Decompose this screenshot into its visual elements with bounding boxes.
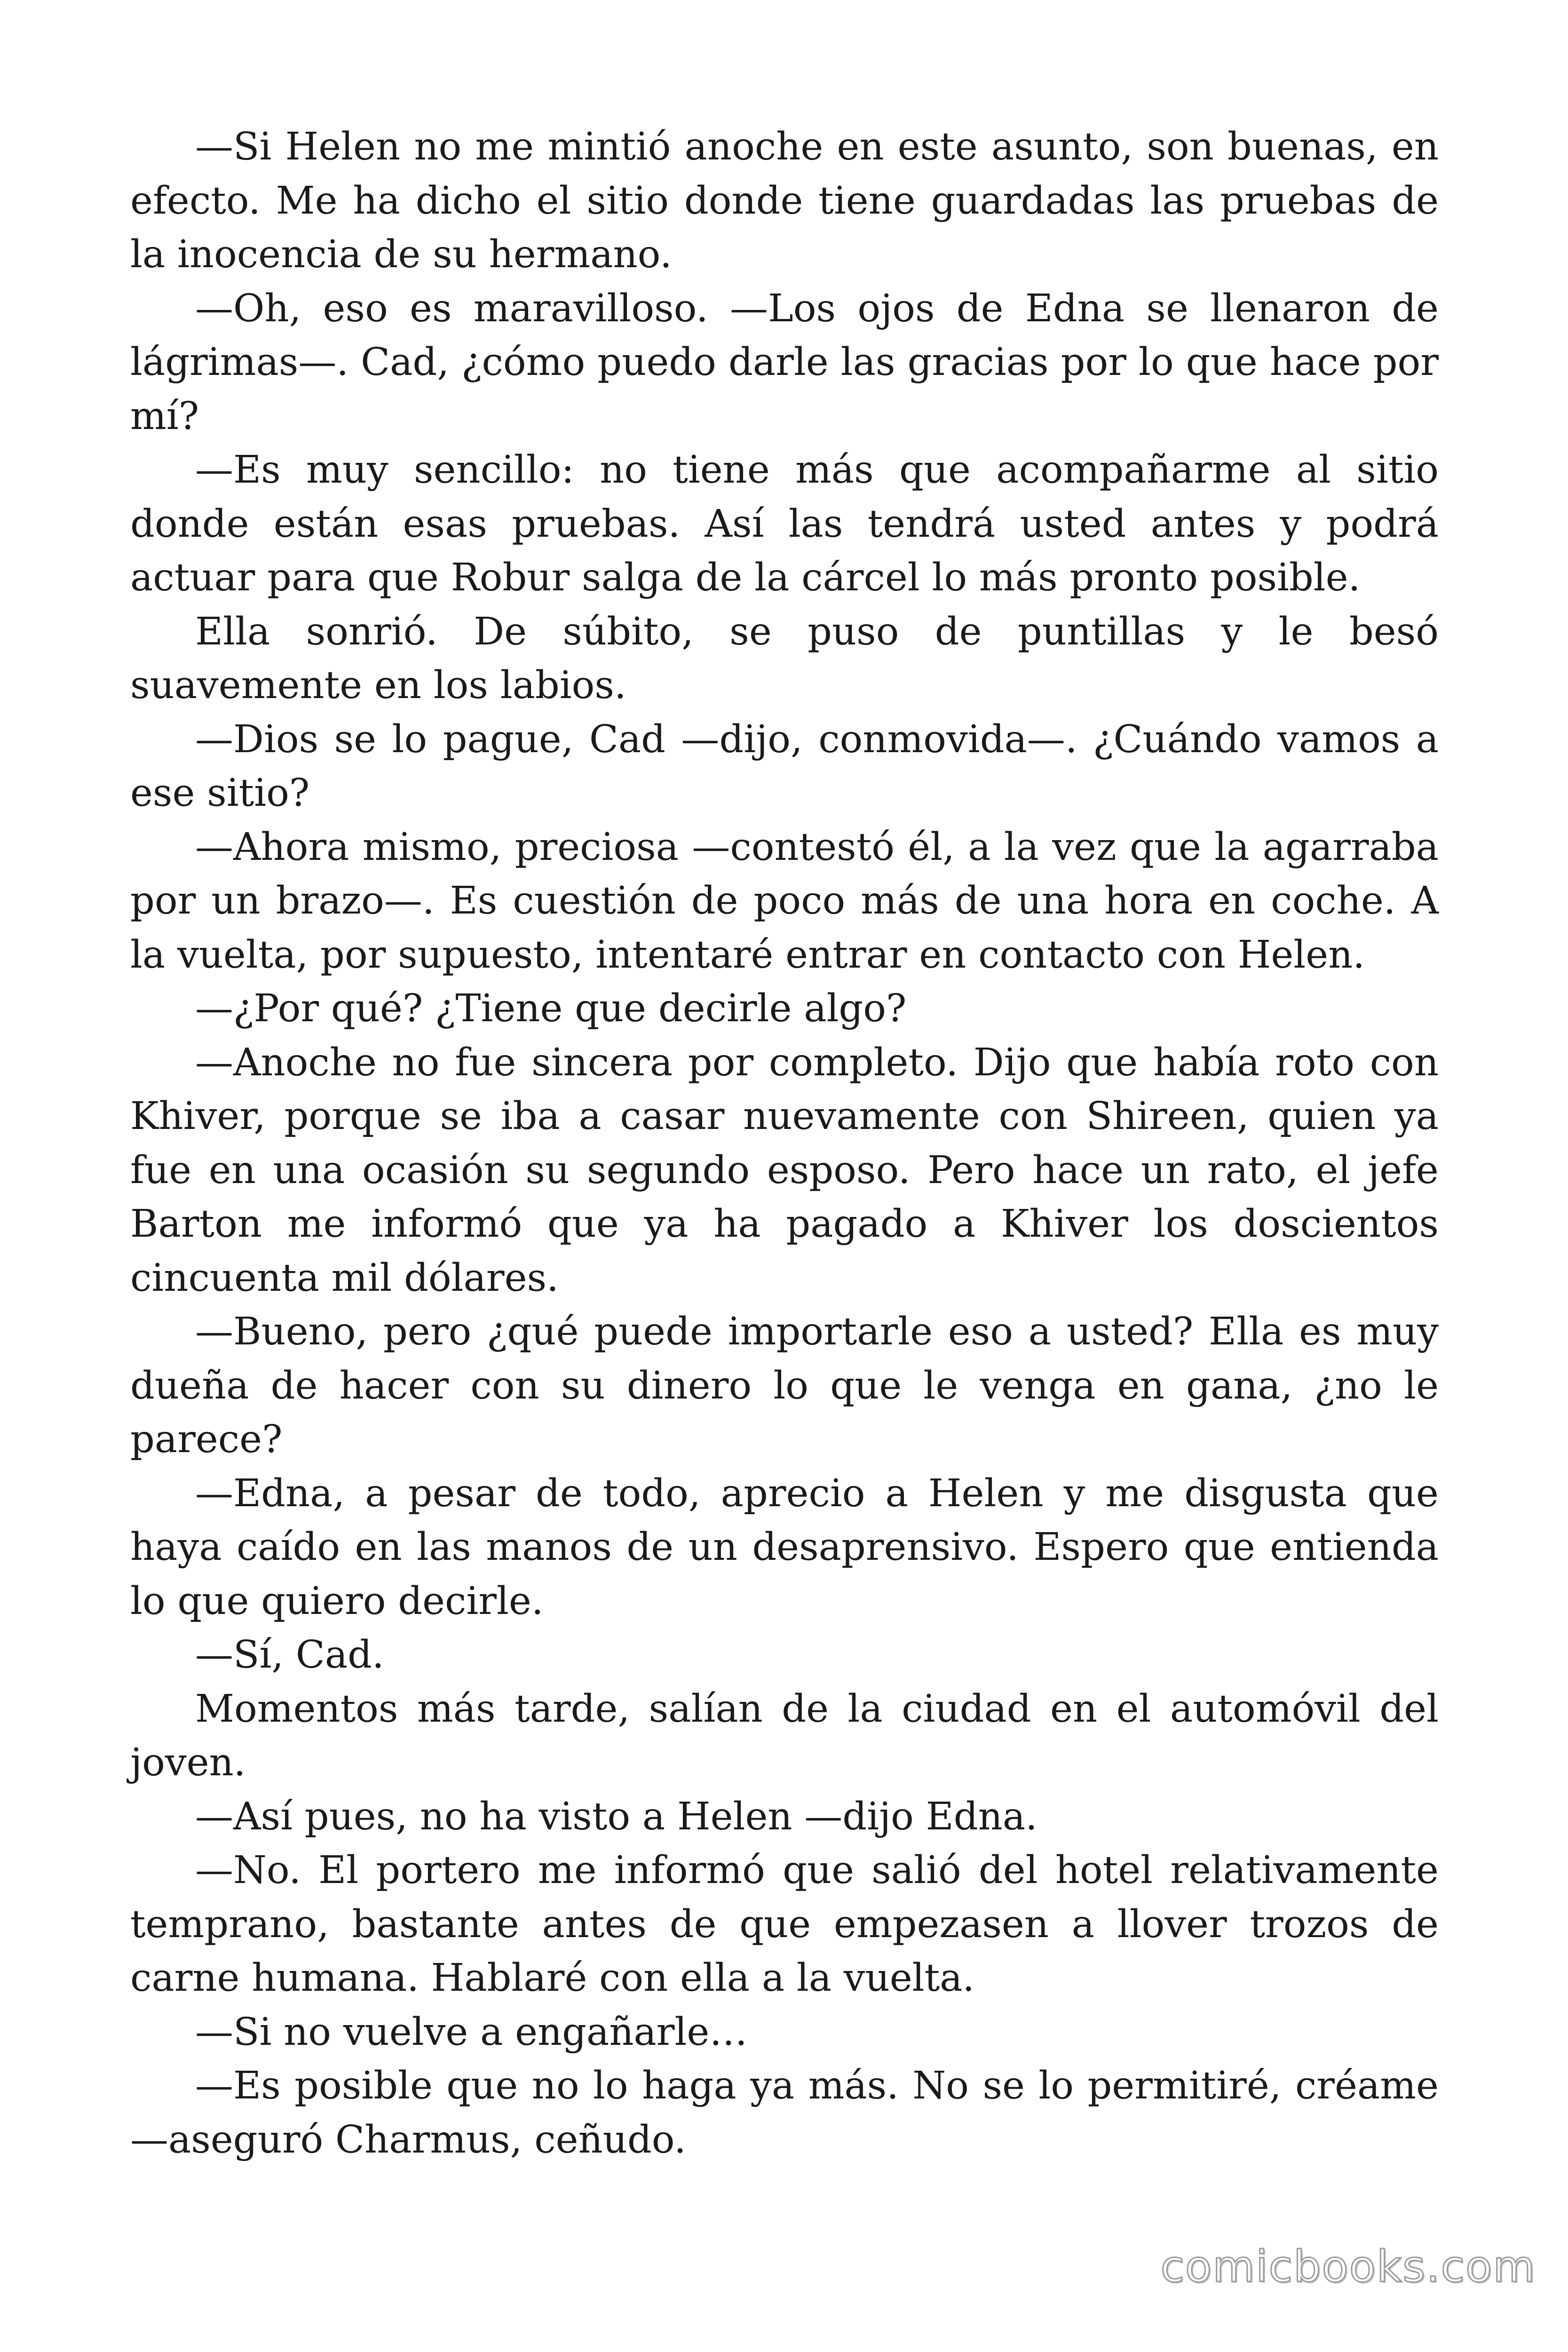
paragraph: —Ahora mismo, preciosa —contestó él, a la vez que la agarraba por un brazo—. Es cuestión de poco más de una hora en coche. A la vuelta, por supuesto, intentaré entrar en contacto con Helen. — [130, 825, 1439, 977]
paragraph: Ella sonrió. De súbito, se puso de puntillas y le besó suavemente en los labios. — [130, 609, 1439, 707]
paragraph: —Si no vuelve a engañarle… — [195, 2010, 748, 2054]
paragraph: —¿Por qué? ¿Tiene que decirle algo? — [195, 986, 907, 1031]
paragraph: —No. El portero me informó que salió del hotel relativamente temprano, bastante antes de que empezasen a llover trozos de carne humana. Hablaré con ella a la vuelta. — [130, 1848, 1439, 2000]
paragraph: —Oh, eso es maravilloso. —Los ojos de Edna se llenaron de lágrimas—. Cad, ¿cómo puedo darle las gracias por lo que hace por mí? — [130, 286, 1439, 438]
paragraph: —Anoche no fue sincera por completo. Dijo que había roto con Khiver, porque se iba a casar nuevamente con Shireen, quien ya fue en una ocasión su segundo esposo. Pero hace un rato, el jefe Barton me informó que ya ha pagado a Khiver los doscientos cincuenta mil dólares. — [130, 1040, 1439, 1300]
paragraph: —Sí, Cad. — [195, 1633, 384, 1677]
paragraph: —Es muy sencillo: no tiene más que acompañarme al sitio donde están esas pruebas. Así las tendrá usted antes y podrá actuar para que Robur salga de la cárcel lo más pronto posible. — [130, 448, 1439, 600]
paragraph: —Edna, a pesar de todo, aprecio a Helen y me disgusta que haya caído en las manos de un desaprensivo. Espero que entienda lo que quiero decirle. — [130, 1471, 1439, 1623]
paragraph: —Así pues, no ha visto a Helen —dijo Edna. — [195, 1794, 1037, 1839]
paragraph: —Dios se lo pague, Cad —dijo, conmovida—. ¿Cuándo vamos a ese sitio? — [130, 717, 1439, 815]
paragraph: —Es posible que no lo haga ya más. No se lo permitiré, créame —aseguró Charmus, ceñudo. — [130, 2064, 1439, 2162]
watermark: comicbooks.com — [1160, 2241, 1536, 2292]
paragraph: —Bueno, pero ¿qué puede importarle eso a usted? Ella es muy dueña de hacer con su dinero lo que le venga en gana, ¿no le parece? — [130, 1310, 1439, 1462]
body-text — [130, 120, 1439, 2167]
paragraph: Momentos más tarde, salían de la ciudad en el automóvil del joven. — [130, 1686, 1439, 1785]
paragraph: —Si Helen no me mintió anoche en este asunto, son buenas, en efecto. Me ha dicho el sitio donde tiene guardadas las pruebas de la inocencia de su hermano. — [130, 125, 1439, 277]
